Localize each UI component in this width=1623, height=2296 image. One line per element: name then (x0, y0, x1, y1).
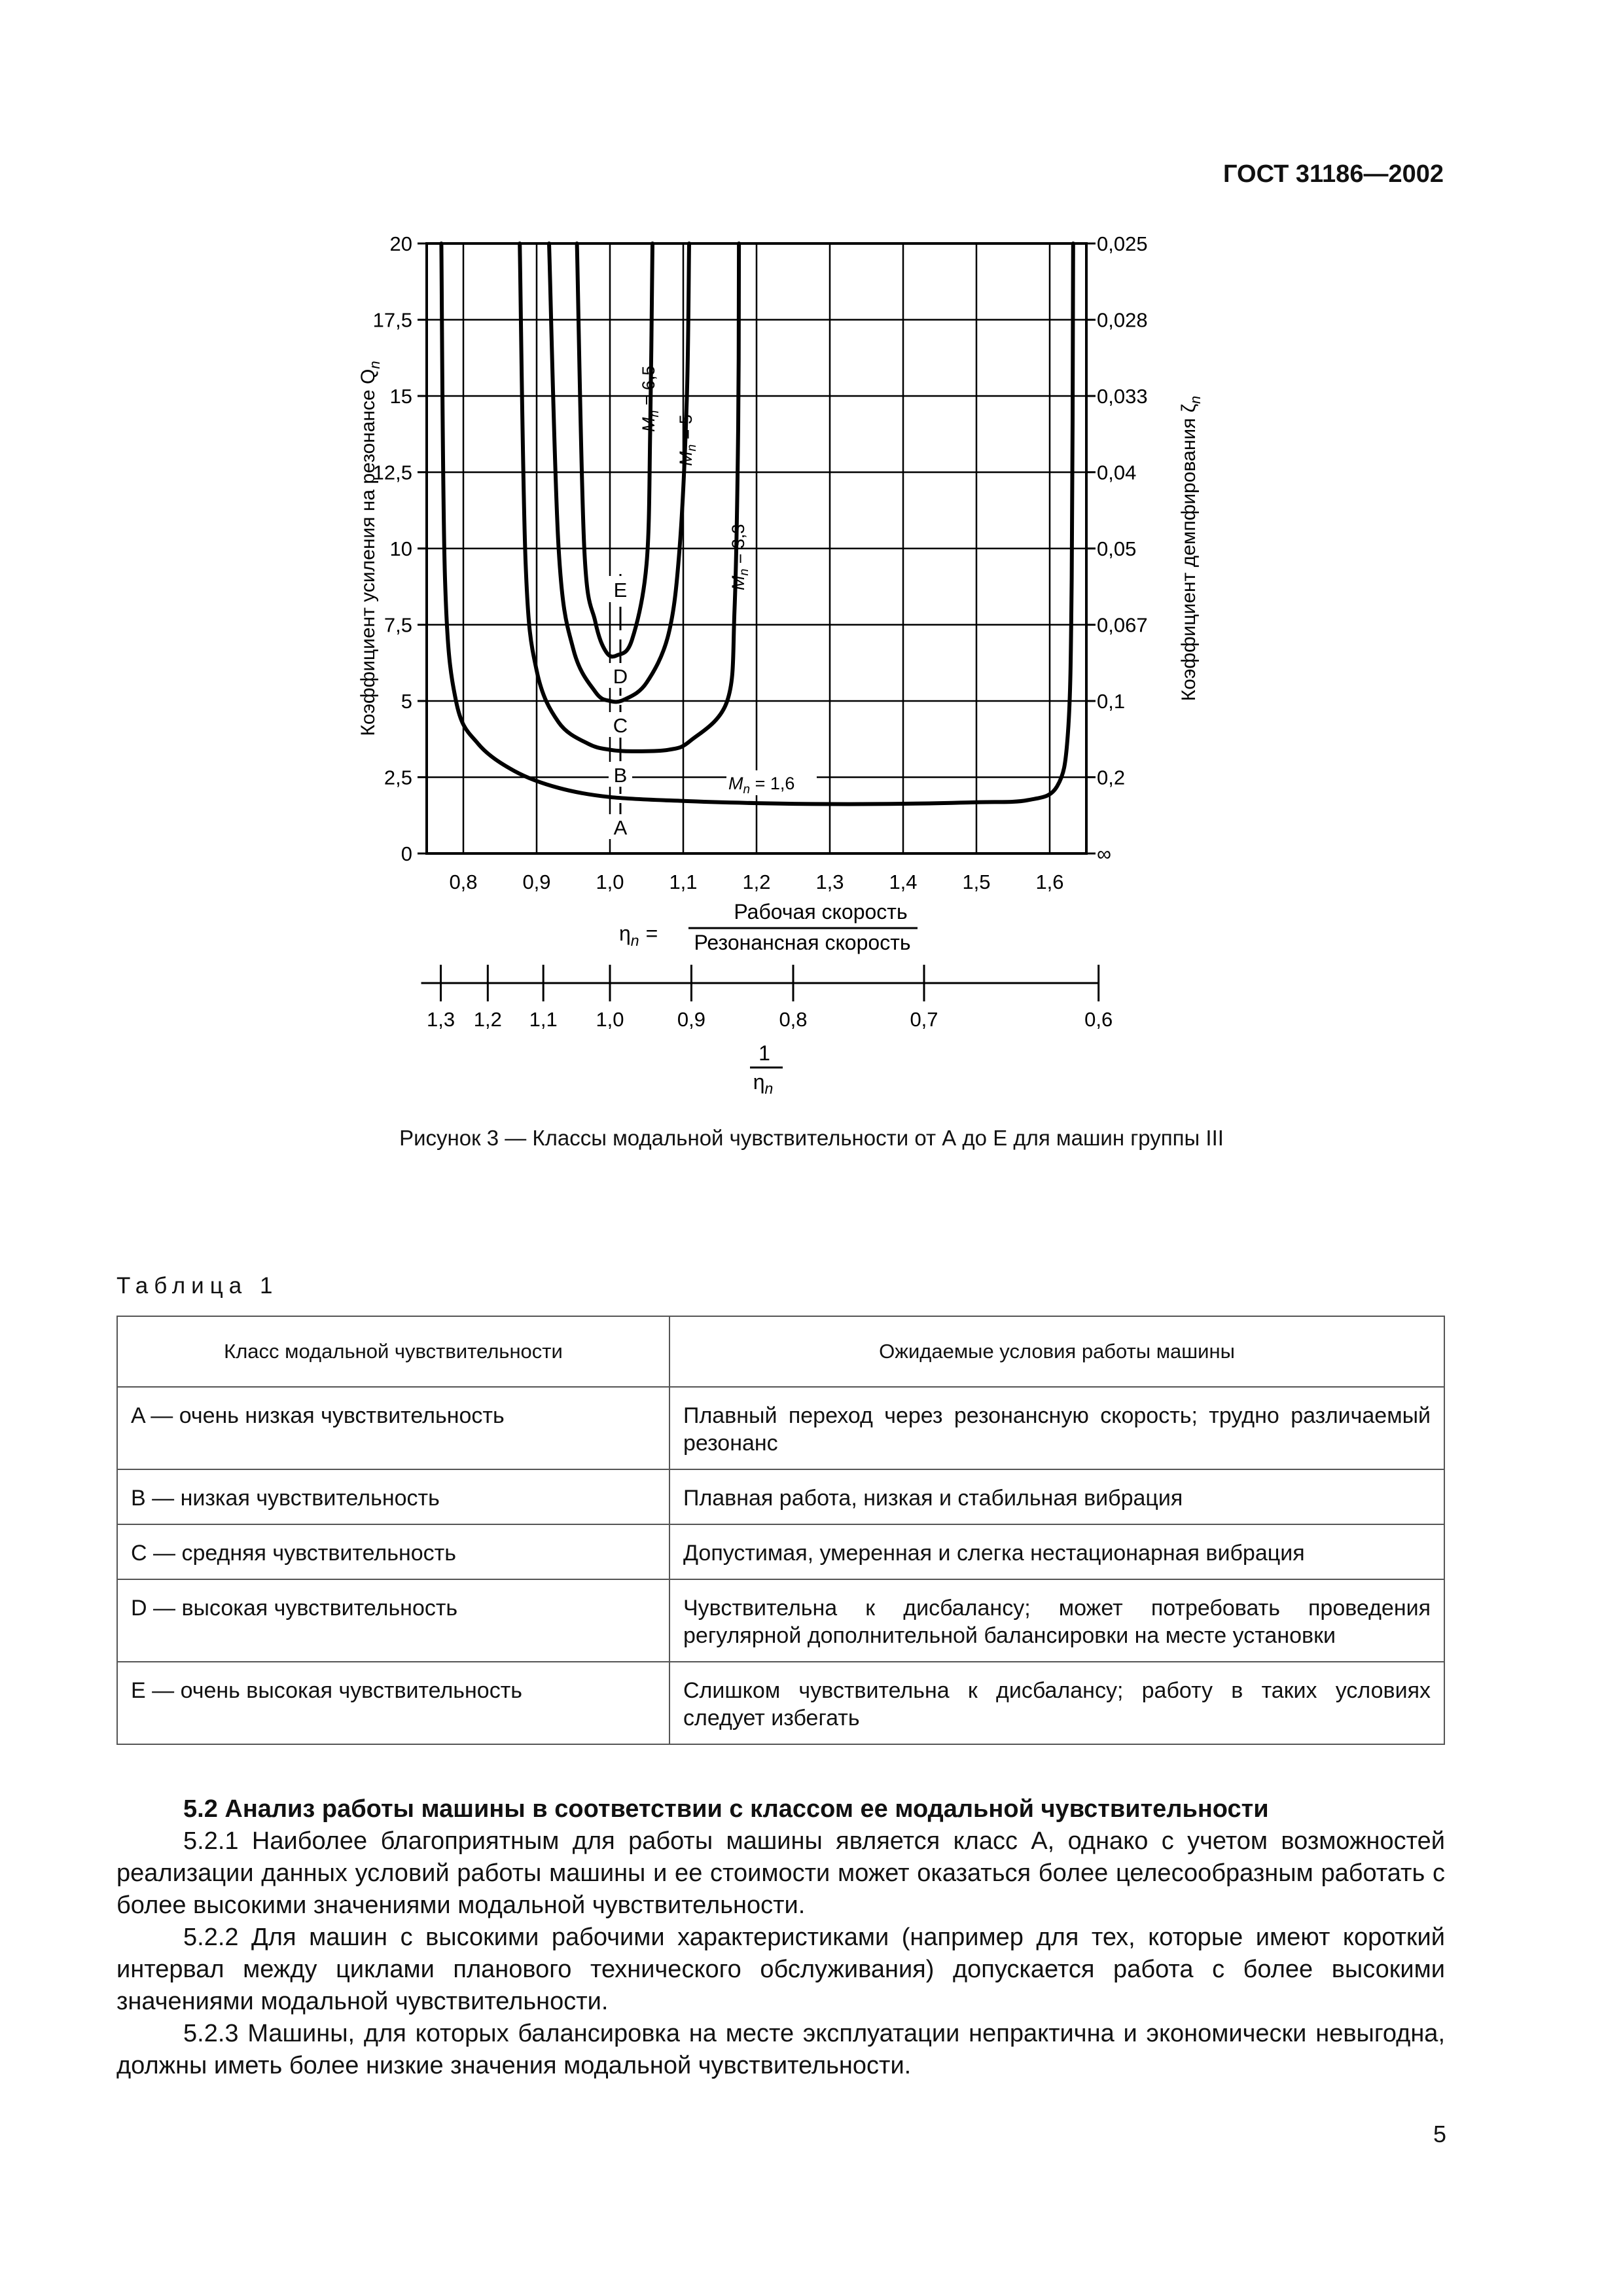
svg-text:Рабочая скорость: Рабочая скорость (734, 900, 908, 924)
zone-letter-c: C (613, 714, 628, 737)
table-cell-class: B — низкая чувствительность (117, 1469, 669, 1524)
y-tick-label: 5 (401, 690, 412, 713)
table-cell-class: C — средняя чувствительность (117, 1524, 669, 1579)
zone-letter-b: B (613, 764, 628, 787)
table-row (117, 1387, 1444, 1469)
x-tick-label: 1,2 (742, 870, 771, 893)
paragraph-5-2-2: 5.2.2 Для машин с высокими рабочими характеристиками (например для тех, которые имеют короткий интервал между циклами планового технического обслуживания) допускается работа с более высокими значениями модальной чувствительности. (116, 1924, 1445, 2015)
table-row (117, 1524, 1444, 1579)
table-row (117, 1579, 1444, 1662)
curve-label-5: $M_n = 5$ (676, 414, 699, 466)
section-heading: 5.2 Анализ работы машины в соответствии с классом ее модальной чувствительности (183, 1795, 1269, 1823)
table-row (117, 1469, 1444, 1524)
inverse-speed-axis (421, 965, 1113, 1031)
inverse-tick-label: 1,3 (426, 1008, 455, 1031)
x-tick-label: 1,6 (1035, 870, 1064, 893)
zone-letter-a: A (613, 816, 628, 839)
right-axis-label: Коэффициент демпфирования $\zeta_n$ (1178, 395, 1204, 702)
table-cell-class: A — очень низкая чувствительность (117, 1387, 669, 1469)
y2-tick-label: 0,028 (1097, 308, 1148, 332)
x-axis-formula (619, 900, 918, 954)
y-tick-label: 12,5 (372, 461, 412, 484)
table-cell-conditions: Чувствительна к дисбалансу; может потребовать проведения регулярной дополнительной балансировки на месте установки (669, 1579, 1444, 1662)
paragraph-5-2-1: 5.2.1 Наиболее благоприятным для работы машины является класс А, однако с учетом возможностей реализации данных условий работы машины и ее стоимости может оказаться более целесообразным работать с более высокими значениями модальной чувствительности. (116, 1827, 1445, 1919)
inverse-tick-label: 1,1 (529, 1008, 558, 1031)
section-5-2 (116, 1793, 1445, 2082)
y-tick-label: 20 (389, 232, 412, 255)
paragraph-5-2-3: 5.2.3 Машины, для которых балансировка на месте эксплуатации непрактична и экономически невыгодна, должны иметь более низкие значения модальной чувствительности. (116, 2020, 1445, 2079)
left-axis-label: Коэффициент усиления на резонансе $Q_n$ (357, 361, 383, 736)
y-tick-label: 10 (389, 537, 412, 560)
y-tick-label: 15 (389, 385, 412, 408)
table-cell-conditions: Плавная работа, низкая и стабильная вибрация (669, 1469, 1444, 1524)
y-tick-label: 0 (401, 842, 412, 865)
x-tick-label: 1,4 (889, 870, 918, 893)
inverse-axis-label (750, 1041, 783, 1097)
curve-label-6-5: $M_n = 6,5$ (639, 365, 662, 432)
x-tick-label: 1,1 (669, 870, 698, 893)
table-row (117, 1662, 1444, 1744)
standard-code: ГОСТ 31186—2002 (1223, 160, 1444, 188)
y2-tick-label: ∞ (1097, 842, 1112, 865)
y-tick-label: 2,5 (383, 766, 412, 789)
curve-label-3-3: $M_n = 3,3$ (728, 524, 751, 590)
svg-text:ηn=: $\eta_n$ = (619, 922, 658, 949)
y2-tick-label: 0,05 (1097, 537, 1137, 560)
x-tick-label: 0,8 (449, 870, 478, 893)
svg-text:ηn: $\eta_n$ (753, 1070, 774, 1097)
table-header-conditions: Ожидаемые условия работы машины (669, 1316, 1444, 1387)
x-tick-label: 1,3 (815, 870, 844, 893)
x-tick-label: 0,9 (522, 870, 551, 893)
inverse-tick-label: 1,0 (596, 1008, 624, 1031)
y2-tick-label: 0,033 (1097, 385, 1148, 408)
y2-tick-label: 0,025 (1097, 232, 1148, 255)
curve-label-1-6: $M_n = 1,6$ (728, 774, 795, 797)
zone-letter-d: D (613, 665, 628, 688)
y2-tick-label: 0,1 (1097, 690, 1126, 713)
sensitivity-class-table (116, 1316, 1445, 1745)
table-label: Таблица 1 (116, 1273, 279, 1299)
inverse-tick-label: 0,6 (1084, 1008, 1113, 1031)
table-cell-conditions: Допустимая, умеренная и слегка нестационарная вибрация (669, 1524, 1444, 1579)
figure-caption: Рисунок 3 — Классы модальной чувствительности от А до Е для машин группы III (399, 1126, 1224, 1150)
inverse-tick-label: 0,7 (910, 1008, 938, 1031)
x-tick-label: 1,0 (596, 870, 624, 893)
x-tick-label: 1,5 (962, 870, 991, 893)
table-cell-class: E — очень высокая чувствительность (117, 1662, 669, 1744)
y-tick-label: 17,5 (372, 308, 412, 332)
inverse-tick-label: 0,8 (779, 1008, 808, 1031)
y2-tick-label: 0,2 (1097, 766, 1126, 789)
table-header-class: Класс модальной чувствительности (117, 1316, 669, 1387)
inverse-tick-label: 1,2 (473, 1008, 502, 1031)
zone-letter-e: E (613, 579, 628, 601)
table-cell-conditions: Плавный переход через резонансную скорость; трудно различаемый резонанс (669, 1387, 1444, 1469)
table-cell-conditions: Слишком чувствительна к дисбалансу; работу в таких условиях следует избегать (669, 1662, 1444, 1744)
y-tick-label: 7,5 (383, 613, 412, 637)
table-cell-class: D — высокая чувствительность (117, 1579, 669, 1662)
y2-tick-label: 0,067 (1097, 613, 1148, 637)
inverse-tick-label: 0,9 (677, 1008, 705, 1031)
y2-tick-label: 0,04 (1097, 461, 1137, 484)
svg-text:1: 1 (758, 1041, 770, 1065)
svg-text:Резонансная скорость: Резонансная скорость (694, 931, 911, 954)
table-header-row (117, 1316, 1444, 1387)
page-number: 5 (1433, 2121, 1446, 2147)
